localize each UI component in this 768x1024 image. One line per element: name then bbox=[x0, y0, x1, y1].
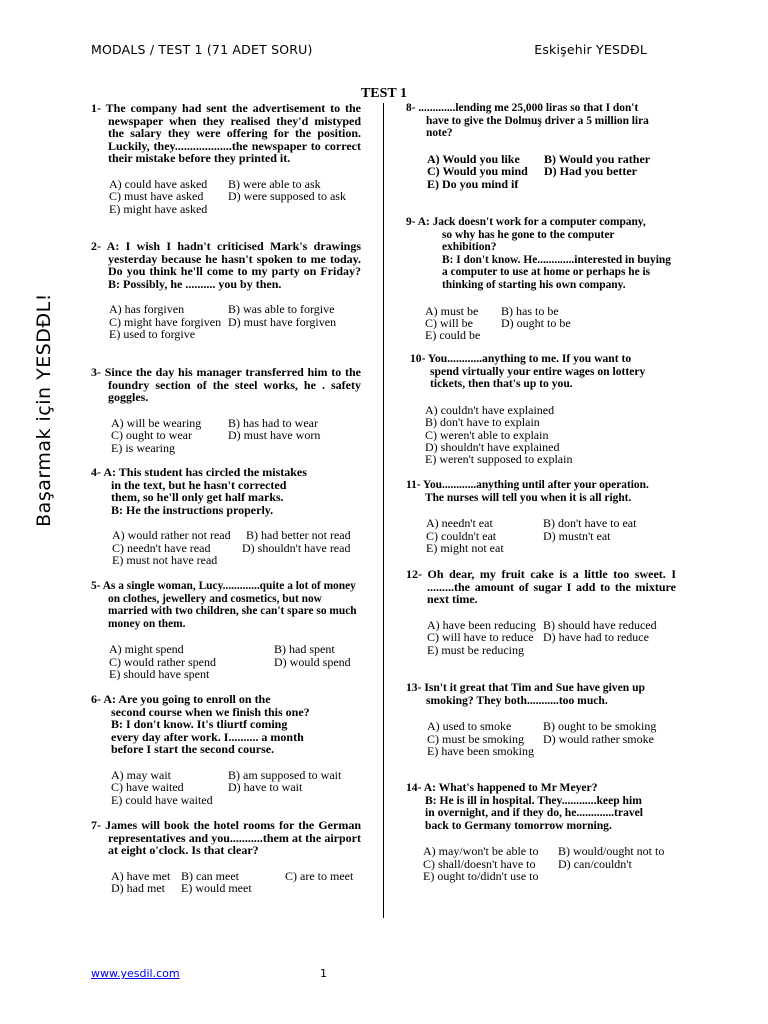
question-13 bbox=[406, 682, 688, 757]
question-stem: 3- Since the day his manager transferred him to the foundry section of the steel works, he . safety goggles. bbox=[91, 365, 361, 405]
option-a[interactable]: A) may/won't be able to bbox=[423, 844, 539, 859]
option-e[interactable]: E) must not have read bbox=[112, 553, 218, 568]
option-c[interactable]: C) have waited bbox=[111, 780, 184, 795]
option-c[interactable]: C) Would you mind bbox=[427, 164, 528, 179]
option-c[interactable]: C) must have asked bbox=[109, 189, 204, 204]
question-stem: 1- The company had sent the advertisement to the newspaper when they realised they'd mistyped the salary they were offering for the position. Luckily, they...................the newspaper to correct their mistake before they printed it. bbox=[91, 101, 361, 166]
option-c[interactable]: C) might have forgiven bbox=[109, 314, 222, 329]
option-d[interactable]: D) can/couldn't bbox=[558, 856, 632, 871]
page-number: 1 bbox=[320, 967, 327, 980]
option-e[interactable]: E) is wearing bbox=[111, 440, 175, 455]
option-a[interactable]: A) have been reducing bbox=[427, 617, 536, 632]
question-5 bbox=[91, 580, 361, 681]
option-a[interactable]: A) couldn't have explained bbox=[425, 402, 555, 417]
option-d[interactable]: D) ought to be bbox=[501, 315, 571, 330]
question-stem: 2- A: I wish I hadn't criticised Mark's drawings yesterday because he hasn't spoken to me today. Do you think he'll come to my party on Friday? B: Possibly, he .......... you by then. bbox=[91, 239, 361, 291]
option-c[interactable]: C) would rather spend bbox=[109, 654, 216, 669]
question-10 bbox=[406, 353, 688, 466]
option-c[interactable]: C) will have to reduce bbox=[427, 630, 534, 645]
option-b[interactable]: B) had spent bbox=[274, 642, 335, 657]
question-11 bbox=[406, 479, 688, 554]
options bbox=[91, 870, 361, 895]
option-d[interactable]: D) shouldn't have read bbox=[242, 540, 351, 555]
option-e[interactable]: E) would meet bbox=[181, 881, 252, 896]
question-stem: 11- You............anything until after your operation. The nurses will tell you when it is all right. bbox=[406, 479, 649, 504]
option-b[interactable]: B) don't have to eat bbox=[543, 516, 637, 531]
options bbox=[91, 178, 361, 215]
option-d[interactable]: D) have had to reduce bbox=[543, 630, 649, 645]
option-a[interactable]: A) will be wearing bbox=[111, 415, 202, 430]
test-title: TEST 1 bbox=[360, 86, 408, 101]
option-c[interactable]: C) couldn't eat bbox=[426, 528, 497, 543]
option-e[interactable]: E) could be bbox=[425, 328, 481, 343]
option-e[interactable]: E) ought to/didn't use to bbox=[423, 869, 539, 884]
option-e[interactable]: E) might have asked bbox=[109, 201, 208, 216]
question-4 bbox=[91, 466, 361, 567]
option-d[interactable]: D) mustn't eat bbox=[543, 528, 611, 543]
option-b[interactable]: B) had better not read bbox=[246, 528, 351, 543]
options bbox=[406, 720, 688, 757]
question-14 bbox=[406, 782, 688, 883]
option-b[interactable]: B) don't have to explain bbox=[425, 415, 540, 430]
option-e[interactable]: E) should have spent bbox=[109, 667, 210, 682]
option-c[interactable]: C) are to meet bbox=[285, 868, 354, 883]
option-e[interactable]: E) might not eat bbox=[426, 541, 504, 555]
option-b[interactable]: B) Would you rather bbox=[544, 151, 651, 166]
question-stem: 9- A: Jack doesn't work for a computer company, so why has he gone to the computer exhibition? B: I don't know. He.............interested in buying a computer to use at home or perhaps he is thinking of starting his own company. bbox=[406, 216, 671, 291]
options bbox=[406, 517, 688, 554]
option-c[interactable]: C) must be smoking bbox=[427, 731, 525, 746]
side-slogan: Başarmak için YESDĐL! bbox=[33, 293, 55, 527]
question-stem: 8- .............lending me 25,000 liras so that I don't have to give the Dolmuş driver a 5 million lira note? bbox=[406, 102, 649, 140]
option-a[interactable]: A) must be bbox=[425, 303, 479, 318]
option-b[interactable]: B) was able to forgive bbox=[228, 302, 335, 317]
question-1 bbox=[91, 102, 361, 215]
footer-website-link[interactable]: www.yesdil.com bbox=[91, 967, 180, 980]
option-c[interactable]: C) will be bbox=[425, 315, 473, 330]
header-source: Eskişehir YESDĐL bbox=[534, 42, 647, 57]
option-b[interactable]: B) am supposed to wait bbox=[228, 767, 342, 782]
option-a[interactable]: A) needn't eat bbox=[426, 516, 493, 531]
question-8 bbox=[406, 102, 688, 190]
option-b[interactable]: B) were able to ask bbox=[228, 176, 321, 191]
option-d[interactable]: D) must have worn bbox=[228, 428, 321, 443]
option-e[interactable]: E) have been smoking bbox=[427, 744, 534, 758]
option-b[interactable]: B) has to be bbox=[501, 303, 559, 318]
option-d[interactable]: D) shouldn't have explained bbox=[425, 440, 560, 454]
option-e[interactable]: E) Do you mind if bbox=[427, 176, 519, 191]
options bbox=[406, 305, 688, 342]
question-stem: 10- You............anything to me. If you want to spend virtually your entire wages on lottery tickets, then that's up to you. bbox=[410, 352, 646, 391]
question-7 bbox=[91, 819, 361, 895]
option-c[interactable]: C) ought to wear bbox=[111, 428, 192, 443]
option-a[interactable]: A) might spend bbox=[109, 642, 184, 657]
question-stem: 14- A: What's happened to Mr Meyer? B: He is ill in hospital. They............keep him in overnight, and if they do, he.............travel back to Germany tomorrow morning. bbox=[406, 781, 644, 832]
option-b[interactable]: B) ought to be smoking bbox=[543, 719, 657, 734]
question-stem: 6- A: Are you going to enroll on the second course when we finish this one? B: I don't know. It's tliurtf coming every day after work. I.......... a month before I start the second course. bbox=[91, 692, 310, 757]
option-a[interactable]: A) Would you like bbox=[427, 151, 520, 166]
option-d[interactable]: D) have to wait bbox=[228, 780, 303, 795]
option-a[interactable]: A) could have asked bbox=[109, 176, 208, 191]
options bbox=[91, 529, 361, 566]
option-d[interactable]: D) had met bbox=[111, 881, 165, 896]
option-c[interactable]: C) weren't able to explain bbox=[425, 427, 549, 442]
question-stem: 13- Isn't it great that Tim and Sue have given up smoking? They both...........too much. bbox=[406, 681, 645, 707]
question-stem: 4- A: This student has circled the mistakes in the text, but he hasn't corrected them, so he'll only get half marks. B: He the instructions properly. bbox=[91, 465, 307, 517]
option-b[interactable]: B) would/ought not to bbox=[558, 844, 665, 859]
option-a[interactable]: A) have met bbox=[111, 868, 171, 883]
options bbox=[406, 404, 688, 466]
question-3 bbox=[91, 366, 361, 454]
option-b[interactable]: B) should have reduced bbox=[543, 617, 657, 632]
option-d[interactable]: D) Had you better bbox=[544, 164, 637, 179]
option-e[interactable]: E) must be reducing bbox=[427, 642, 524, 657]
question-stem: 12- Oh dear, my fruit cake is a little too sweet. I .........the amount of sugar I add to the mixture next time. bbox=[406, 567, 676, 607]
options bbox=[406, 619, 676, 656]
options bbox=[406, 153, 688, 190]
options bbox=[91, 303, 361, 340]
option-a[interactable]: A) would rather not read bbox=[112, 528, 231, 543]
option-e[interactable]: E) used to forgive bbox=[109, 327, 196, 342]
option-a[interactable]: A) may wait bbox=[111, 767, 171, 782]
column-divider bbox=[383, 103, 384, 918]
options bbox=[406, 845, 688, 882]
option-b[interactable]: B) can meet bbox=[181, 868, 239, 883]
option-c[interactable]: C) shall/doesn't have to bbox=[423, 856, 536, 871]
header-title: MODALS / TEST 1 (71 ADET SORU) bbox=[91, 42, 313, 57]
option-d[interactable]: D) would rather smoke bbox=[543, 731, 654, 746]
option-d[interactable]: D) must have forgiven bbox=[228, 314, 337, 329]
question-stem: 5- As a single woman, Lucy.............quite a lot of money on clothes, jewellery and cosmetics, but now married with two children, she can't spare so much money on them. bbox=[91, 580, 357, 630]
option-a[interactable]: A) has forgiven bbox=[109, 302, 185, 317]
question-stem: 7- James will book the hotel rooms for the German representatives and you...........them at the airport at eight o'clock. Is that clear? bbox=[91, 818, 361, 858]
option-b[interactable]: B) has had to wear bbox=[228, 415, 318, 430]
option-e[interactable]: E) weren't supposed to explain bbox=[425, 452, 573, 467]
question-9 bbox=[406, 216, 688, 342]
question-6 bbox=[91, 693, 361, 806]
question-2 bbox=[91, 240, 361, 341]
options bbox=[91, 417, 361, 454]
option-d[interactable]: D) were supposed to ask bbox=[228, 189, 346, 204]
option-c[interactable]: C) needn't have read bbox=[112, 540, 211, 555]
option-d[interactable]: D) would spend bbox=[274, 654, 351, 669]
options bbox=[91, 769, 361, 806]
option-e[interactable]: E) could have waited bbox=[111, 792, 213, 807]
question-12 bbox=[406, 568, 676, 656]
option-a[interactable]: A) used to smoke bbox=[427, 719, 512, 734]
options bbox=[91, 643, 361, 680]
